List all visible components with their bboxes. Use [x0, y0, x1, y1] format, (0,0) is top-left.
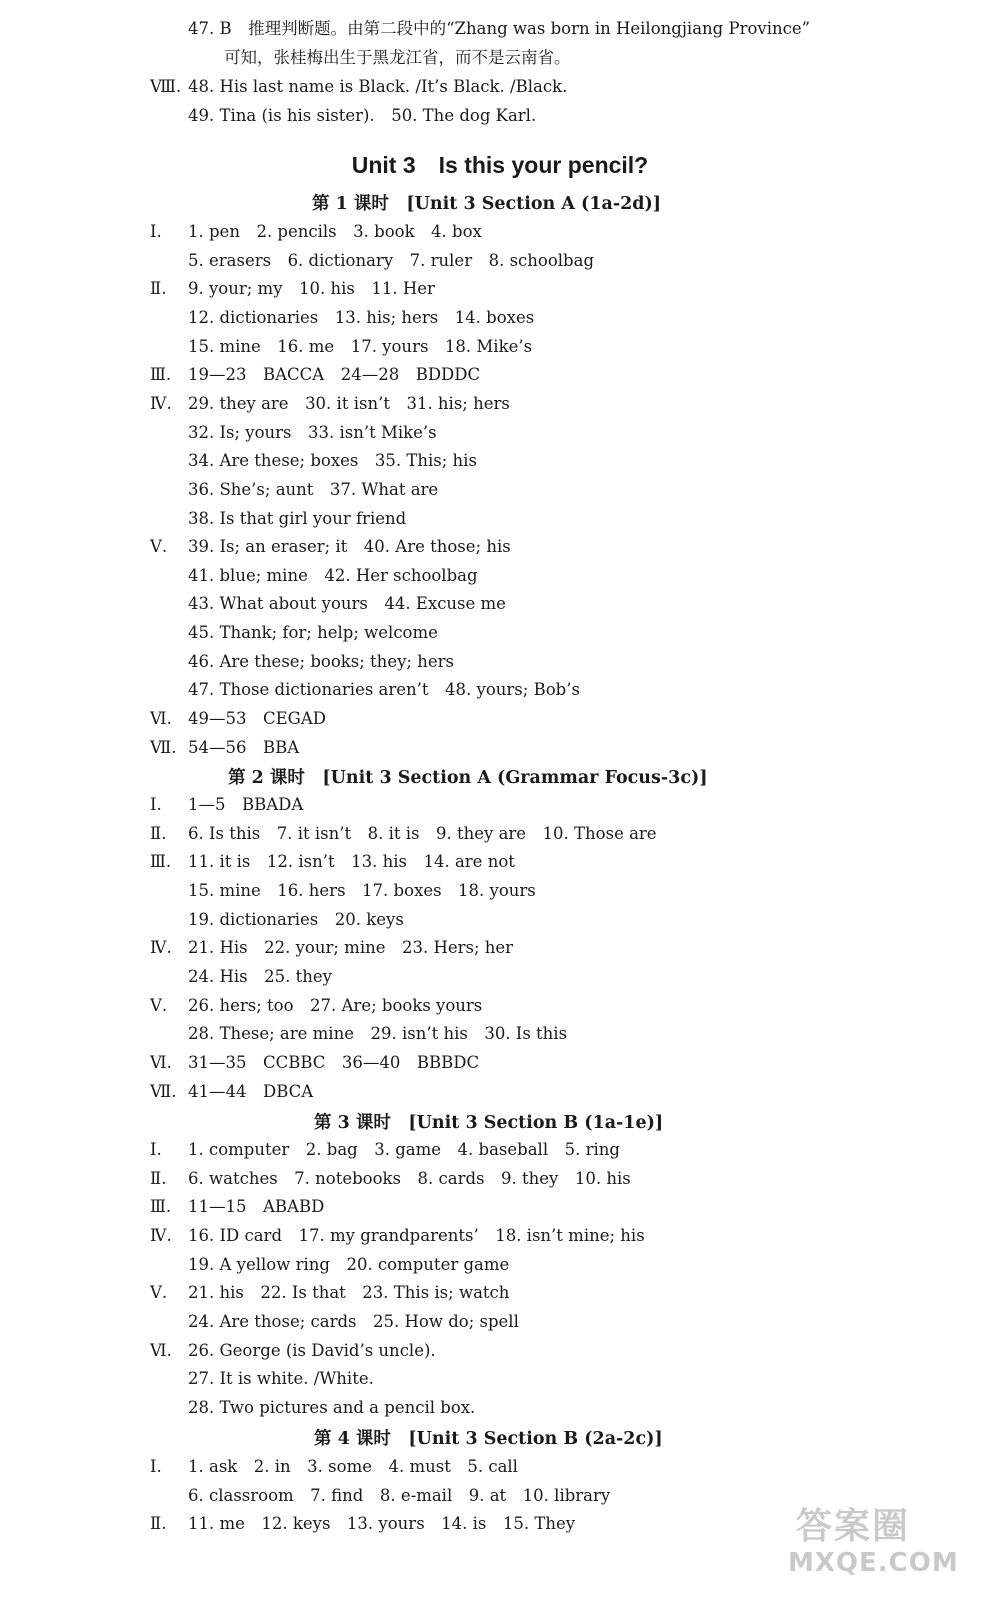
answer-line: 43. What about yours 44. Excuse me: [188, 594, 506, 613]
answer-49-50: 49. Tina (is his sister). 50. The dog Karl.: [188, 106, 537, 125]
answer-line: 19. A yellow ring 20. computer game: [188, 1255, 510, 1274]
answer-line: 19. dictionaries 20. keys: [188, 910, 404, 929]
watermark-top-text: 答案圈: [796, 1506, 911, 1547]
answer-line: 16. ID card 17. my grandparents’ 18. isn’t mine; his: [188, 1226, 645, 1245]
section-numeral: Ⅱ.: [150, 1514, 167, 1533]
answer-line: 49—53 CEGAD: [188, 709, 326, 728]
answer-line: 41. blue; mine 42. Her schoolbag: [188, 566, 478, 585]
section-numeral: Ⅱ.: [150, 1169, 167, 1188]
section-numeral: Ⅱ.: [150, 279, 167, 298]
answer-line: 21. His 22. your; mine 23. Hers; her: [188, 938, 514, 957]
section-numeral: Ⅲ.: [150, 1197, 172, 1216]
answer-line: 41—44 DBCA: [188, 1082, 314, 1101]
answer-47-line1: 47. B 推理判断题。由第二段中的“Zhang was born in Heilongjiang Province”: [188, 19, 811, 38]
answer-line: 54—56 BBA: [188, 738, 300, 757]
answer-line: 31—35 CCBBC 36—40 BBBDC: [188, 1053, 480, 1072]
answer-line: 11. me 12. keys 13. yours 14. is 15. They: [188, 1514, 576, 1533]
section-numeral: Ⅳ.: [150, 394, 172, 413]
answer-line: 26. hers; too 27. Are; books yours: [188, 996, 483, 1015]
answer-line: 46. Are these; books; they; hers: [188, 652, 454, 671]
answer-line: 1. ask 2. in 3. some 4. must 5. call: [188, 1457, 518, 1476]
answer-line: 9. your; my 10. his 11. Her: [188, 279, 435, 298]
section-8-numeral: Ⅷ.: [150, 77, 182, 96]
answer-line: 6. watches 7. notebooks 8. cards 9. they 10. his: [188, 1169, 631, 1188]
section-numeral: Ⅱ.: [150, 824, 167, 843]
section-numeral: Ⅵ.: [150, 1053, 172, 1072]
watermark-bottom-text: MXQE.COM: [788, 1548, 959, 1578]
answer-line: 19—23 BACCA 24—28 BDDDC: [188, 365, 481, 384]
answer-line: 29. they are 30. it isn’t 31. his; hers: [188, 394, 510, 413]
answer-line: 15. mine 16. me 17. yours 18. Mike’s: [188, 337, 533, 356]
section-numeral: Ⅲ.: [150, 852, 172, 871]
lesson-4-heading: 第 4 课时 [Unit 3 Section B (2a-2c)]: [314, 1429, 663, 1449]
unit-title: Unit 3 Is this your pencil?: [351, 152, 649, 178]
answer-line: 32. Is; yours 33. isn’t Mike’s: [188, 423, 437, 442]
section-numeral: Ⅵ.: [150, 1341, 172, 1360]
answer-line: 34. Are these; boxes 35. This; his: [188, 451, 477, 470]
answer-line: 27. It is white. /White.: [188, 1369, 374, 1388]
lesson-2-heading: 第 2 课时 [Unit 3 Section A (Grammar Focus-3c)]: [228, 768, 708, 788]
answer-line: 11—15 ABABD: [188, 1197, 325, 1216]
answer-line: 6. classroom 7. find 8. e-mail 9. at 10. library: [188, 1486, 611, 1505]
answer-line: 47. Those dictionaries aren’t 48. yours; Bob’s: [188, 680, 580, 699]
answer-line: 1—5 BBADA: [188, 795, 304, 814]
section-numeral: Ⅰ.: [150, 1140, 162, 1159]
answer-line: 11. it is 12. isn’t 13. his 14. are not: [188, 852, 515, 871]
answer-line: 15. mine 16. hers 17. boxes 18. yours: [188, 881, 536, 900]
answer-line: 38. Is that girl your friend: [188, 509, 407, 528]
section-numeral: Ⅰ.: [150, 1457, 162, 1476]
answer-line: 45. Thank; for; help; welcome: [188, 623, 438, 642]
section-numeral: Ⅳ.: [150, 938, 172, 957]
answer-line: 26. George (is David’s uncle).: [188, 1341, 436, 1360]
watermark-logo: [788, 1496, 978, 1586]
section-numeral: Ⅴ.: [150, 1283, 168, 1302]
answer-48: 48. His last name is Black. /It’s Black. /Black.: [188, 77, 568, 96]
answer-line: 5. erasers 6. dictionary 7. ruler 8. schoolbag: [188, 251, 595, 270]
section-numeral: Ⅳ.: [150, 1226, 172, 1245]
answer-line: 39. Is; an eraser; it 40. Are those; his: [188, 537, 511, 556]
answer-line: 12. dictionaries 13. his; hers 14. boxes: [188, 308, 535, 327]
section-numeral: Ⅰ.: [150, 795, 162, 814]
lesson-3-heading: 第 3 课时 [Unit 3 Section B (1a-1e)]: [314, 1113, 664, 1133]
section-numeral: Ⅰ.: [150, 222, 162, 241]
answer-line: 28. Two pictures and a pencil box.: [188, 1398, 476, 1417]
answer-line: 24. Are those; cards 25. How do; spell: [188, 1312, 519, 1331]
section-numeral: Ⅵ.: [150, 709, 172, 728]
section-numeral: Ⅴ.: [150, 537, 168, 556]
answer-line: 1. computer 2. bag 3. game 4. baseball 5. ring: [188, 1140, 620, 1159]
answer-line: 24. His 25. they: [188, 967, 332, 986]
section-numeral: Ⅲ.: [150, 365, 172, 384]
answer-line: 21. his 22. Is that 23. This is; watch: [188, 1283, 510, 1302]
section-numeral: Ⅶ.: [150, 738, 177, 757]
section-numeral: Ⅴ.: [150, 996, 168, 1015]
lesson-1-heading: 第 1 课时 [Unit 3 Section A (1a-2d)]: [312, 194, 662, 214]
answer-47-line2: 可知，张桂梅出生于黑龙江省，而不是云南省。: [224, 48, 571, 67]
answer-line: 36. She’s; aunt 37. What are: [188, 480, 439, 499]
answer-line: 1. pen 2. pencils 3. book 4. box: [188, 222, 482, 241]
answer-line: 6. Is this 7. it isn’t 8. it is 9. they are 10. Those are: [188, 824, 657, 843]
section-numeral: Ⅶ.: [150, 1082, 177, 1101]
answer-line: 28. These; are mine 29. isn’t his 30. Is this: [188, 1024, 568, 1043]
